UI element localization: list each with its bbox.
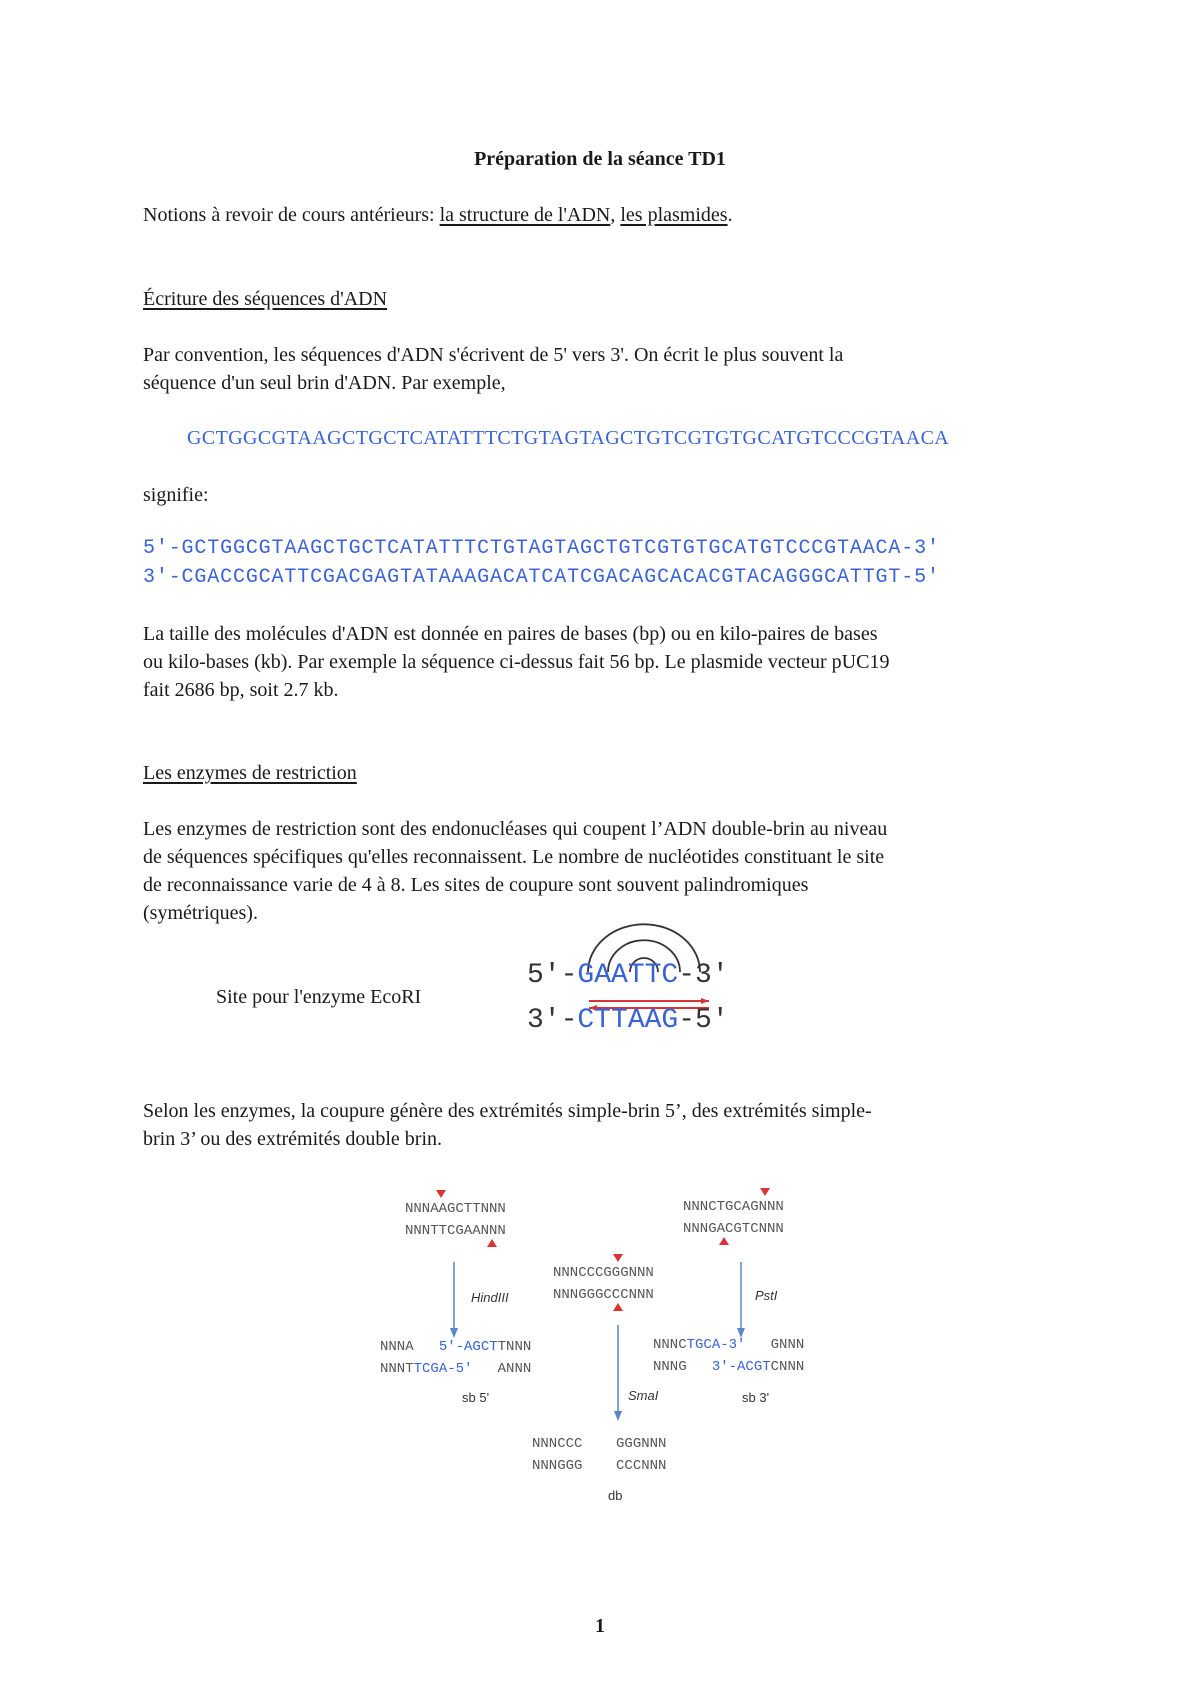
strand-bottom: 3'-CGACCGCATTCGACGAGTATAAAGACATCATCGACAGCACACGTACAGGGCATTGT-5' — [143, 566, 940, 589]
psti-arrow — [735, 1262, 747, 1342]
section-heading-sequences: Écriture des séquences d'ADN — [143, 288, 388, 310]
smai-type: db — [608, 1488, 623, 1503]
cut-marker-icon — [719, 1237, 729, 1245]
ecori-label: Site pour l'enzyme EcoRI — [216, 986, 422, 1008]
strand-top: 5'-GCTGGCGTAAGCTGCTCATATTTCTGTAGTAGCTGTCGTGTGCATGTCCCGTAACA-3' — [143, 537, 940, 560]
psti-result: NNNCTGCA-3' GNNN NNNG 3'-ACGTCNNN — [653, 1337, 805, 1375]
cut-marker-icon — [613, 1254, 623, 1262]
page-title: Préparation de la séance TD1 — [474, 148, 726, 170]
ecori-bottom-strand: 3'-CTTAAG-5' — [527, 1005, 729, 1036]
hindiii-type: sb 5' — [462, 1390, 490, 1405]
hindiii-cut-markers — [430, 1188, 510, 1258]
cut-marker-icon — [613, 1303, 623, 1311]
hindiii-label: HindIII — [471, 1290, 509, 1305]
notion-adn-structure: la structure de l'ADN — [439, 204, 611, 226]
ecori-site-top: GAATTC — [577, 960, 679, 991]
notions-line: Notions à revoir de cours antérieurs: la structure de l'ADN, les plasmides. — [143, 204, 733, 226]
signifie-label: signifie: — [143, 484, 209, 506]
paragraph-size: La taille des molécules d'ADN est donnée en paires de bases (bp) ou en kilo-paires de bases ou kilo-bases (kb). Par exemple la séquence ci-dessus fait 56 bp. Le plasmide vecteur pUC19 fait 2686 bp, soit 2.7 kb. — [143, 623, 890, 701]
psti-type: sb 3' — [742, 1390, 770, 1405]
cut-marker-icon — [760, 1188, 770, 1196]
ecori-site-bottom: CTTAAG — [577, 1005, 679, 1036]
smai-arrow — [612, 1325, 624, 1425]
ecori-top-strand: 5'-GAATTC-3' — [527, 960, 729, 991]
double-strand-sequence — [143, 534, 940, 592]
smai-result: NNNCCC GGGNNN NNNGGG CCCNNN — [532, 1436, 667, 1474]
page-number: 1 — [595, 1615, 605, 1637]
cut-marker-icon — [487, 1239, 497, 1247]
paragraph-enzymes: Les enzymes de restriction sont des endonucléases qui coupent l’ADN double-brin au niveau de séquences spécifiques qu'elles reconnaissent. Le nombre de nucléotides constituant le site de reconnaissance varie de 4 à 8. Les sites de coupure sont souvent palindromiques (symétriques). — [143, 818, 888, 924]
psti-site: NNNCTGCAGNNN NNNGACGTCNNN — [683, 1199, 784, 1237]
section-heading-enzymes: Les enzymes de restriction — [143, 762, 357, 784]
hindiii-result: NNNA 5'-AGCTTNNN NNNTTCGA-5' ANNN — [380, 1339, 532, 1377]
smai-site: NNNCCCGGGNNN NNNGGGCCCNNN — [553, 1265, 654, 1303]
hindiii-arrow — [448, 1262, 460, 1342]
paragraph-ends: Selon les enzymes, la coupure génère des extrémités simple-brin 5’, des extrémités simple- brin 3’ ou des extrémités double brin. — [143, 1100, 872, 1150]
psti-cut-markers — [700, 1186, 780, 1256]
paragraph-convention: Par convention, les séquences d'ADN s'écrivent de 5' vers 3'. On écrit le plus souvent la séquence d'un seul brin d'ADN. Par exemple, — [143, 344, 844, 394]
smai-label: SmaI — [628, 1388, 659, 1403]
cut-marker-icon — [436, 1190, 446, 1198]
hindiii-site: NNNAAGCTTNNN NNNTTCGAANNN — [405, 1201, 506, 1239]
psti-label: PstI — [755, 1288, 778, 1303]
smai-cut-markers — [600, 1252, 660, 1322]
notion-plasmids: les plasmides — [620, 204, 728, 226]
example-sequence: GCTGGCGTAAGCTGCTCATATTTCTGTAGTAGCTGTCGTGTGCATGTCCCGTAACA — [187, 427, 950, 449]
